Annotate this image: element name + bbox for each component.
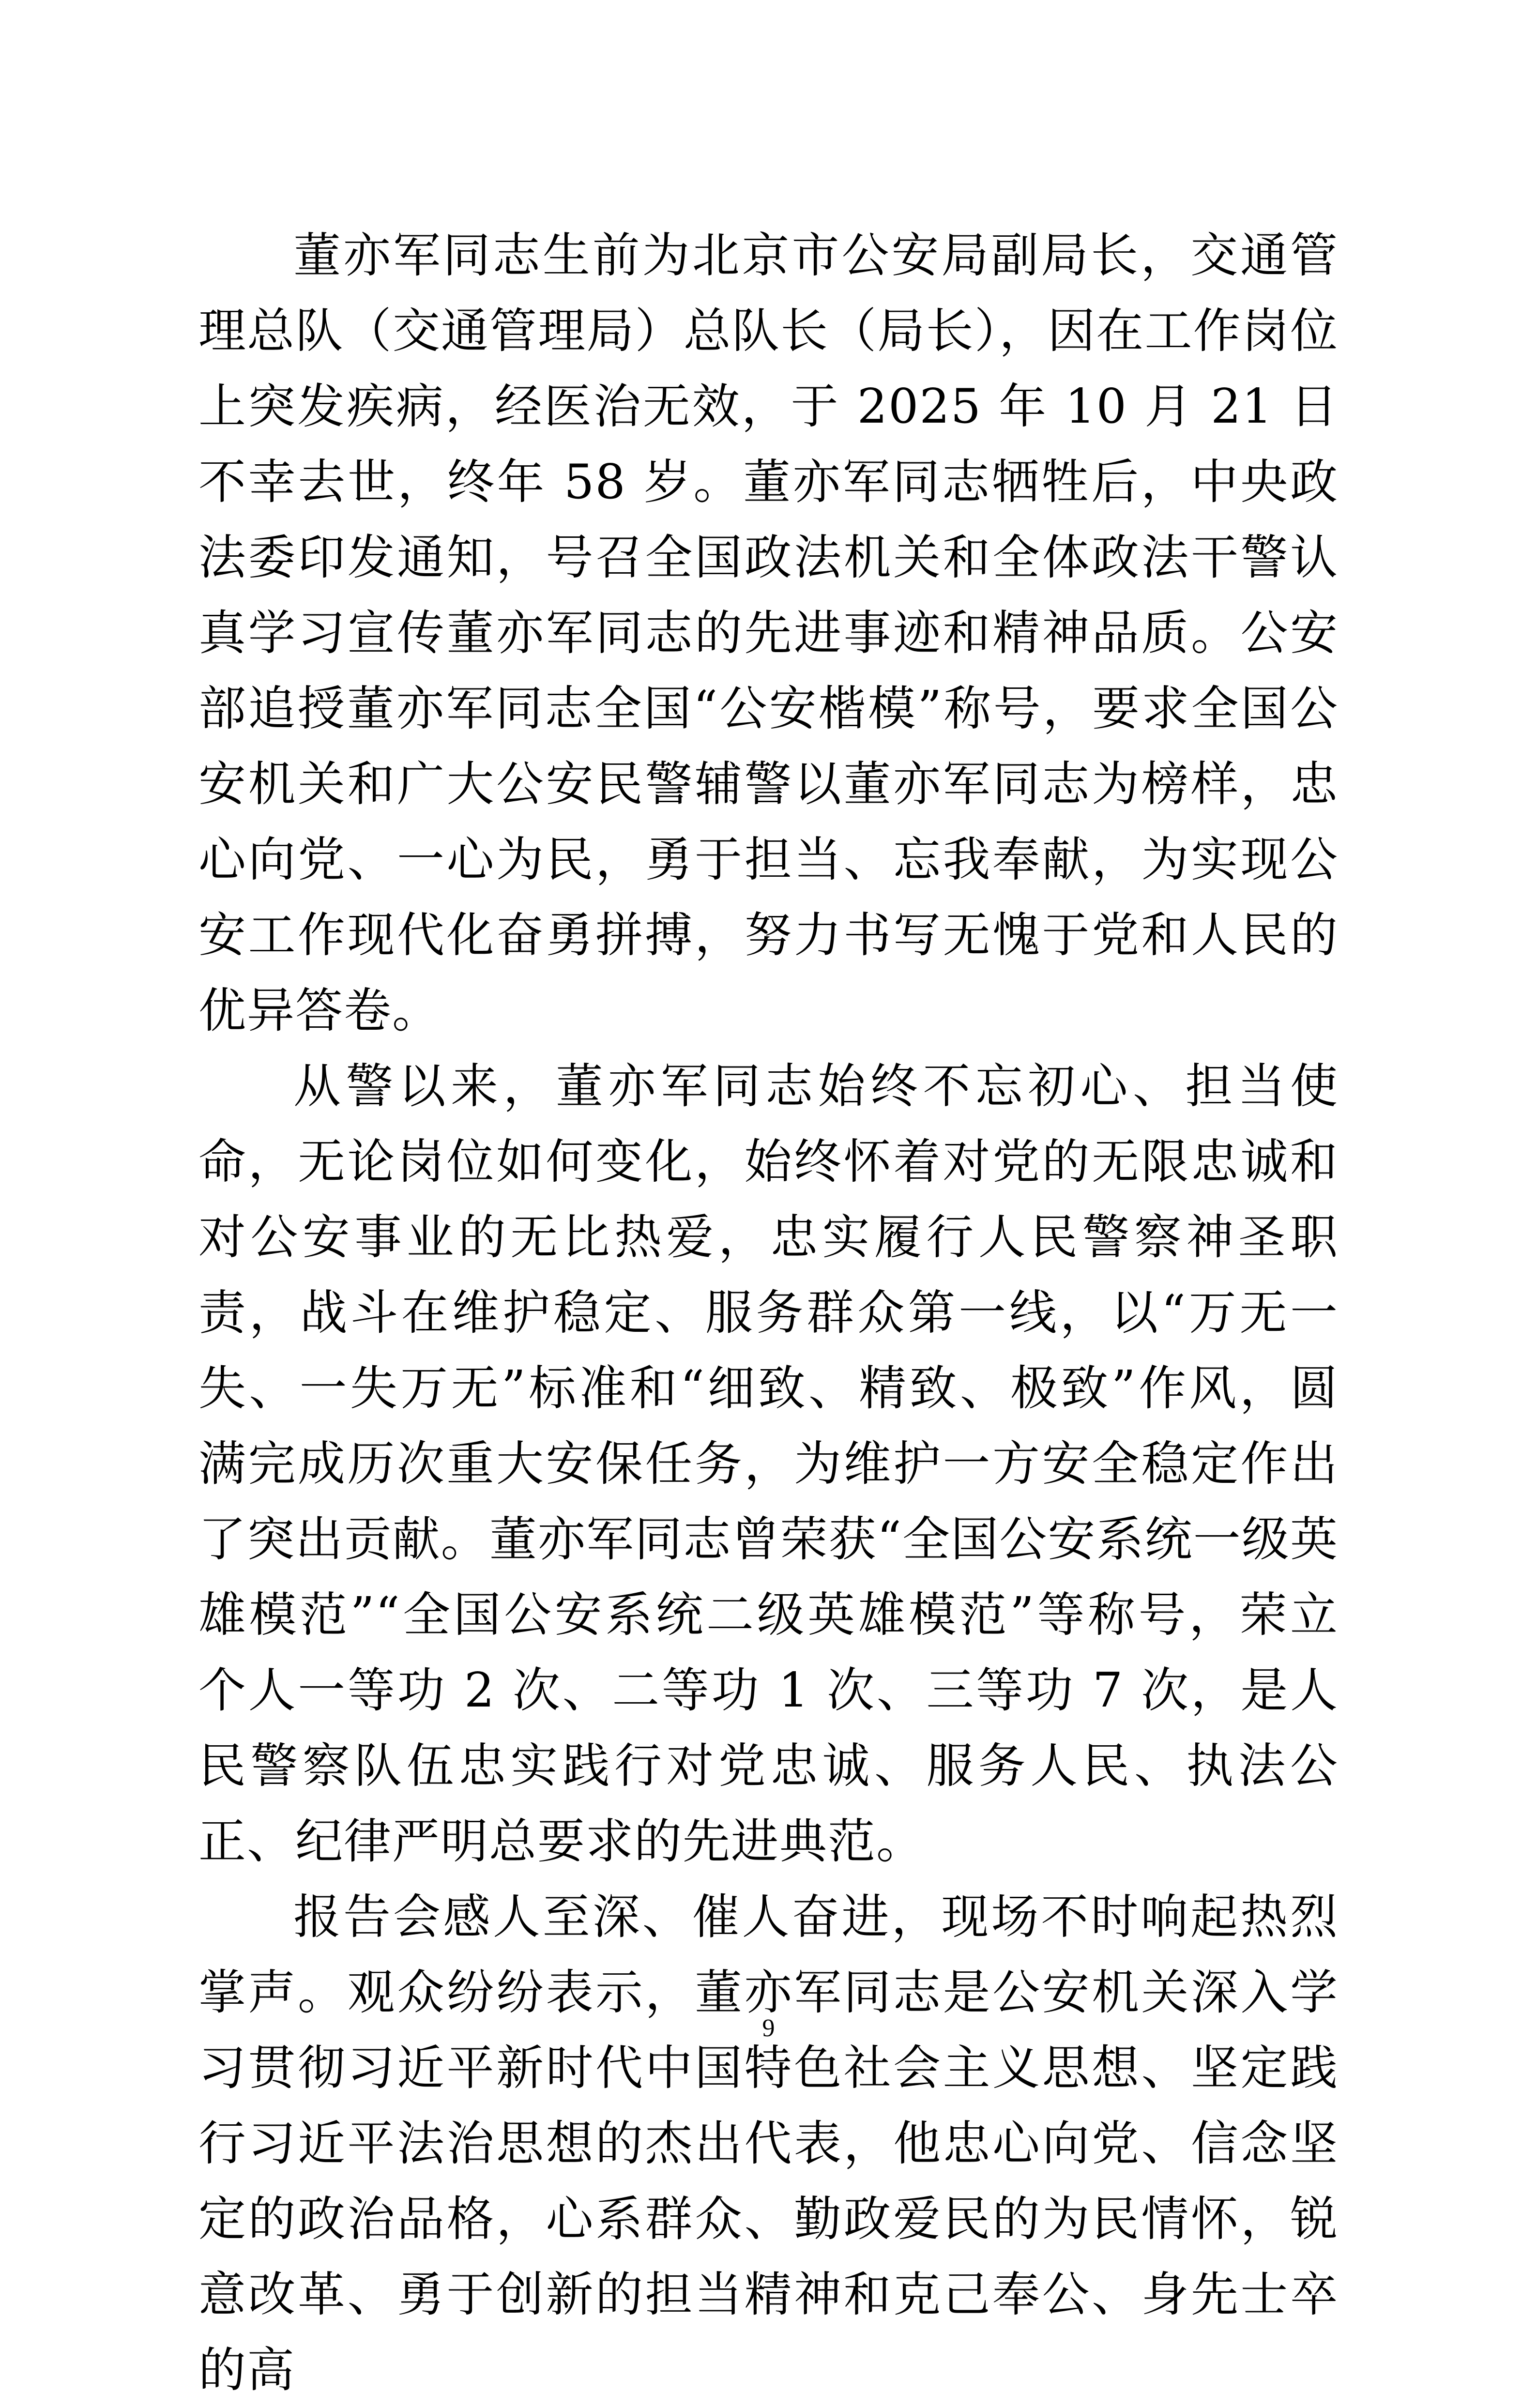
body-text	[198, 218, 1339, 2408]
page-number: 9	[762, 2014, 775, 2042]
paragraph-2: 从警以来，董亦军同志始终不忘初心、担当使命，无论岗位如何变化，始终怀着对党的无限忠诚和对公安事业的无比热爱，忠实履行人民警察神圣职责，战斗在维护稳定、服务群众第一线，以“万无一失、一失万无”标准和“细致、精致、极致”作风，圆满完成历次重大安保任务，为维护一方安全稳定作出了突出贡献。董亦军同志曾荣获“全国公安系统一级英雄模范”“全国公安系统二级英雄模范”等称号，荣立个人一等功 2 次、二等功 1 次、三等功 7 次，是人民警察队伍忠实践行对党忠诚、服务人民、执法公正、纪律严明总要求的先进典范。	[198, 1059, 1339, 1869]
paragraph-1: 董亦军同志生前为北京市公安局副局长，交通管理总队（交通管理局）总队长（局长），因在工作岗位上突发疾病，经医治无效，于 2025 年 10 月 21 日不幸去世，终年 58 岁。董亦军同志牺牲后，中央政法委印发通知，号召全国政法机关和全体政法干警认真学习宣传董亦军同志的先进事迹和精神品质。公安部追授董亦军同志全国“公安楷模”称号，要求全国公安机关和广大公安民警辅警以董亦军同志为榜样，忠心向党、一心为民，勇于担当、忘我奉献，为实现公安工作现代化奋勇拼搏，努力书写无愧于党和人民的优异答卷。	[198, 228, 1339, 1038]
paragraph-3: 报告会感人至深、催人奋进，现场不时响起热烈掌声。观众纷纷表示，董亦军同志是公安机关深入学习贯彻习近平新时代中国特色社会主义思想、坚定践行习近平法治思想的杰出代表，他忠心向党、信念坚定的政治品格，心系群众、勤政爱民的为民情怀，锐意改革、勇于创新的担当精神和克己奉公、身先士卒的高	[198, 1890, 1339, 2398]
